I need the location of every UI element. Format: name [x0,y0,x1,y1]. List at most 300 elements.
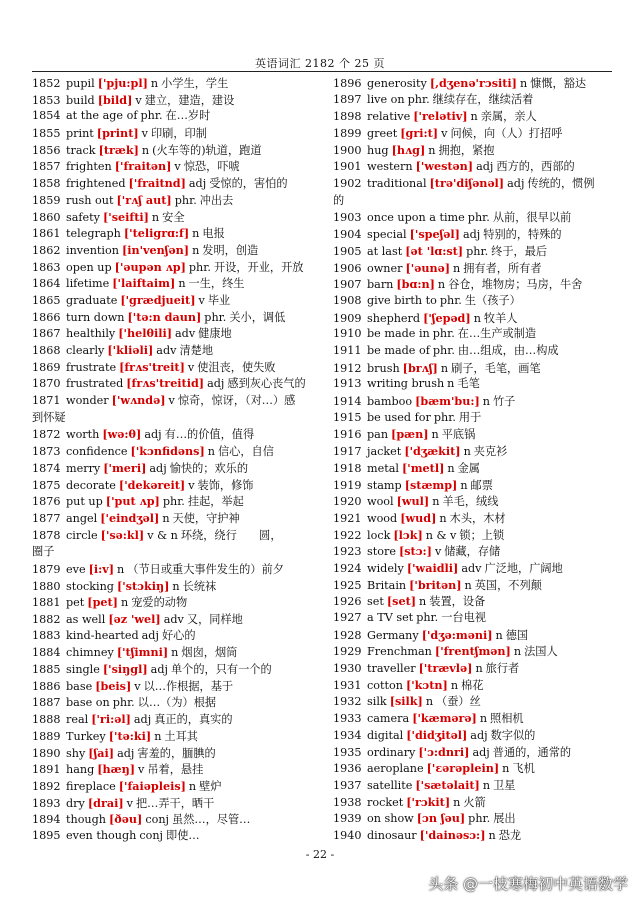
vocab-entry [32,527,322,561]
entry-number: 1880 [32,579,61,593]
entry-part-of-speech: v [441,127,448,141]
entry-phonetic: ['dekəreit] [118,477,186,492]
vocab-entry [333,810,623,827]
entry-part-of-speech: v [174,160,181,174]
entry-word: wood [367,511,398,525]
entry-number: 1896 [333,77,362,90]
entry-phonetic: [pet] [87,595,118,610]
entry-meaning: 锁；上锁 [459,528,505,542]
vocab-entry [333,627,623,644]
entry-meaning: 邮票 [470,478,493,492]
entry-phonetic: [frʌs'treit] [119,359,185,374]
vocab-entry [333,760,623,777]
entry-word: kind-hearted [66,628,139,642]
entry-phonetic: ['helθili] [118,326,172,341]
entry-meaning: 天使，守护神 [172,511,240,525]
entry-meaning: 问候，向（人）打招呼 [450,127,563,141]
entry-meaning: 开设，开业，开放 [213,260,304,274]
entry-meaning: 亲属，亲人 [480,110,537,124]
entry-word: decorate [66,478,116,492]
vocab-entry [32,225,322,242]
entry-part-of-speech: phr. [188,260,211,274]
entry-meaning: 烟囱，烟筒 [181,646,238,660]
entry-word: invention [66,243,119,257]
entry-phonetic: [in'venʃən] [121,242,190,257]
entry-number: 1871 [32,394,61,408]
entry-phonetic: ['rɔkit] [406,794,451,809]
entry-meaning: 装置，设备 [429,595,486,609]
entry-phonetic: ['meri] [103,460,147,475]
entry-meaning: 电报 [202,227,225,241]
entry-meaning-continued: 圈子 [32,545,55,559]
entry-part-of-speech: n [447,377,455,391]
entry-part-of-speech: adj [150,663,168,677]
entry-phonetic: [ɔn ʃəu] [416,811,466,826]
entry-part-of-speech: n [463,445,471,459]
entry-phonetic: ['metl] [401,460,445,475]
entry-part-of-speech: phr. [439,293,462,307]
entry-number: 1858 [32,177,61,191]
entry-meaning: 又，同样地 [186,613,243,627]
entry-word: dry [66,796,85,810]
entry-part-of-speech: n [473,311,481,325]
entry-part-of-speech: n [482,778,491,792]
entry-meaning: 长统袜 [182,579,217,593]
entry-word: circle [66,528,98,542]
entry-number: 1921 [333,511,362,525]
entry-word: build [66,93,95,107]
entry-part-of-speech: n [470,110,478,124]
entry-number: 1889 [32,729,61,743]
vocab-entry [333,777,623,794]
entry-meaning: 拥抱，紧抱 [438,143,495,157]
entry-number: 1918 [333,461,362,475]
vocab-entry [333,142,623,159]
entry-word: real [66,713,89,727]
entry-word: track [66,143,96,157]
entry-part-of-speech: phr. [432,327,455,341]
vocab-entry [333,493,623,510]
vocab-entry [333,243,623,260]
entry-meaning: 在…岁时 [165,109,211,123]
entry-part-of-speech: v [168,394,175,408]
entry-number: 1877 [32,511,61,525]
entry-part-of-speech: n [432,495,440,509]
entry-number: 1895 [32,829,61,842]
entry-phonetic: ['frentʃmən] [434,644,511,659]
vocab-entry [32,158,322,175]
entry-word: rocket [367,795,404,809]
entry-part-of-speech: v [188,478,195,492]
entry-word: metal [367,461,399,475]
entry-meaning: 继续存在，继续活着 [432,92,534,106]
entry-meaning: 小学生，学生 [161,77,229,90]
entry-part-of-speech: n [419,595,427,609]
entry-phonetic: ['teligrɑ:f] [123,226,190,241]
entry-word: open up [66,260,112,274]
entry-part-of-speech: adj [144,428,162,442]
entry-part-of-speech: phr. [466,244,489,258]
entry-word: lifetime [66,277,110,291]
entry-phonetic: [əz 'wel] [108,612,161,627]
entry-meaning: 健康地 [198,327,232,341]
entry-meaning: 羊毛，绒线 [442,495,499,509]
entry-number: 1936 [333,762,362,776]
entry-number: 1924 [333,561,362,575]
entry-number: 1940 [333,828,362,842]
entry-word: traditional [367,177,427,191]
entry-phonetic: [hʌg] [391,142,426,157]
entry-phonetic: ['trævlə] [418,661,473,676]
vocab-entry [333,527,623,544]
entry-part-of-speech: adj [476,160,494,174]
vocab-entry [32,342,322,359]
entry-part-of-speech: v [187,360,195,374]
entry-meaning: 环绕，绕行 圆， [180,528,282,542]
vocab-entry [32,661,322,678]
entry-word: worth [66,428,100,442]
entry-number: 1876 [32,495,61,509]
entry-meaning: 数字似的 [490,728,536,742]
entry-phonetic: ['pju:pl] [97,76,148,90]
entry-meaning: 受惊的，害怕的 [209,177,288,191]
entry-word: telegraph [66,227,121,241]
entry-phonetic: ['faiəpleis] [118,778,186,793]
vocab-entry [32,309,322,326]
entry-word: pan [367,428,389,442]
entry-number: 1867 [32,327,61,341]
entry-meaning: 从前，很早以前 [492,210,572,224]
header-rule [32,71,612,72]
entry-meaning: 照相机 [490,712,524,726]
entry-meaning: (火车等的)轨道，跑道 [152,143,262,157]
entry-number: 1913 [333,377,362,391]
entry-part-of-speech: adj [472,745,490,759]
entry-word: satellite [367,778,413,792]
entry-part-of-speech: n [519,77,528,90]
entry-meaning: 壁炉 [199,779,222,793]
entry-word: hug [367,143,389,157]
entry-part-of-speech: adv [156,344,177,357]
entry-part-of-speech: n [120,596,129,610]
entry-meaning: 虽然…，尽管… [172,813,251,827]
entry-part-of-speech: n [162,511,170,525]
entry-part-of-speech: n [188,779,197,793]
entry-part-of-speech: adj [507,177,525,191]
entry-number: 1884 [32,646,61,660]
vocab-entry [32,795,322,812]
entry-number: 1922 [333,528,362,542]
entry-part-of-speech: v [141,127,148,141]
entry-number: 1909 [333,311,362,325]
vocab-entry [333,693,623,710]
entry-number: 1891 [32,763,61,777]
entry-number: 1859 [32,193,61,207]
entry-word: greet [367,127,398,141]
entry-phonetic: ['put ʌp] [105,494,160,509]
entry-phonetic: [hæŋ] [97,762,136,777]
entry-number: 1868 [32,344,61,357]
vocab-entry [333,75,623,92]
entry-phonetic: [frʌs'treitid] [126,376,205,391]
entry-phonetic: ['kæmərə] [412,711,477,726]
entry-word: turn down [66,310,125,324]
entry-phonetic: ['fraitnd] [128,176,186,191]
entry-word: Britain [367,578,407,592]
entry-word: frighten [66,160,112,174]
entry-word: graduate [66,293,118,307]
vocab-entry [32,828,322,845]
vocab-entry [32,510,322,527]
entry-meaning: 毕业 [207,293,231,307]
left-column [32,75,322,845]
vocab-entry [333,360,623,377]
entry-meaning: 广泛地，广阔地 [484,561,563,575]
entry-word: chimney [66,646,114,660]
entry-part-of-speech: adj [149,461,167,475]
right-column [333,75,623,844]
entry-part-of-speech: n [488,828,496,842]
vocab-entry [32,359,322,376]
entry-meaning: 刷子，毛笔，画笔 [451,361,541,375]
entry-part-of-speech: n [192,227,200,241]
entry-word: healthily [66,327,116,341]
vocab-entry [32,695,322,712]
vocab-entry [32,728,322,745]
entry-number: 1900 [333,143,362,157]
entry-number: 1905 [333,244,362,258]
entry-word: rush out [66,193,114,207]
entry-number: 1923 [333,545,362,559]
entry-word: at last [367,244,403,258]
entry-number: 1865 [32,293,61,307]
entry-part-of-speech: phr. [416,611,439,625]
entry-number: 1892 [32,779,61,793]
vocab-entry [32,745,322,762]
vocab-entry [333,710,623,727]
entry-number: 1890 [32,746,61,760]
entry-meaning: 把…弄干，晒干 [135,796,215,810]
entry-part-of-speech: n [464,578,472,592]
entry-phonetic: [drai] [87,795,124,810]
entry-part-of-speech: n [460,478,468,492]
entry-number: 1902 [333,177,362,191]
entry-word: barn [367,278,394,292]
entry-part-of-speech: adj [117,746,135,760]
entry-word: give birth to [367,293,437,307]
entry-part-of-speech: adv [175,327,196,341]
entry-part-of-speech: n [154,729,162,743]
entry-number: 1904 [333,228,362,242]
vocab-entry [333,226,623,243]
entry-phonetic: [print] [96,126,139,141]
entry-meaning: 愉快的；欢乐的 [169,461,249,475]
entry-number: 1903 [333,210,362,224]
entry-word: digital [367,728,404,742]
vocab-entry [32,142,322,159]
entry-number: 1862 [32,243,61,257]
entry-meaning: 飞机 [512,762,535,776]
entry-phonetic: ['eindʒəl] [100,510,160,525]
vocab-entry [32,761,322,778]
entry-meaning: 西方的，西部的 [496,160,575,174]
entry-word: traveller [367,662,416,676]
entry-meaning: 棉花 [461,678,484,692]
entry-number: 1857 [32,160,61,174]
entry-word: hang [66,763,95,777]
entry-phonetic: ['əunə] [405,260,451,275]
entry-meaning: 发明，创造 [202,243,259,257]
entry-word: live on [367,92,405,106]
entry-number: 1910 [333,327,362,341]
entry-number: 1883 [32,628,61,642]
entry-meaning: 拥有者，所有者 [463,261,542,275]
vocab-entry [32,375,322,392]
entry-meaning: 印刷，印制 [150,127,207,141]
entry-word: confidence [66,445,128,459]
vocab-entry [32,493,322,510]
entry-part-of-speech: adj [133,713,152,727]
entry-word: shy [66,746,86,760]
entry-number: 1916 [333,428,362,442]
entry-word: frustrated [66,377,124,391]
entry-part-of-speech: phr. [468,812,491,826]
entry-phonetic: [bɑ:n] [396,277,435,292]
entry-meaning: 以…（为）根据 [137,695,217,709]
entry-number: 1881 [32,596,61,610]
entry-word: wonder [66,394,109,408]
entry-number: 1897 [333,92,362,106]
entry-number: 1885 [32,663,61,677]
page-header: 英语词汇 2182 个 25 页 [255,57,385,70]
entry-word: single [66,663,100,677]
entry-meaning: 惊奇，惊讶，（对…）感 [177,394,296,408]
entry-meaning: 冲出去 [199,193,234,207]
entry-part-of-speech: v [138,763,145,777]
entry-phonetic: ['waidli] [406,560,459,575]
entry-word: Frenchman [367,645,432,659]
vocab-entry [333,543,623,560]
vocab-entry [333,393,623,410]
vocab-entry [333,477,623,494]
vocab-entry [32,644,322,661]
entry-word: special [367,228,407,242]
entry-phonetic: [stæmp] [404,477,458,492]
entry-part-of-speech: n [475,662,483,676]
vocab-entry [333,108,623,125]
entry-part-of-speech: phr. [467,210,490,224]
entry-phonetic: ['rʌʃ aut] [116,192,172,207]
entry-word: wool [367,495,394,509]
entry-part-of-speech: adv [461,561,482,575]
entry-meaning: 吊着，悬挂 [147,763,204,777]
entry-number: 1908 [333,293,362,307]
entry-number: 1874 [32,461,61,475]
entry-meaning: （节日或重大事件发生的）前夕 [127,563,284,576]
vocab-entry [333,293,623,310]
entry-word: silk [367,695,387,709]
entry-number: 1879 [32,563,61,576]
entry-meaning: 一生，终生 [188,277,245,291]
entry-number: 1939 [333,812,362,826]
entry-number: 1860 [32,210,61,224]
entry-phonetic: ['kliəli] [107,343,154,357]
entry-phonetic: ['dainəsɔ:] [419,827,486,842]
entry-part-of-speech: phr. [204,310,227,324]
entry-number: 1932 [333,695,362,709]
entry-part-of-speech: n [440,361,449,375]
vocab-entry [333,376,623,393]
entry-part-of-speech: adj [462,228,481,242]
entry-phonetic: ['kɔtn] [405,677,448,692]
entry-phonetic: ['tə:ki] [108,728,152,743]
vocab-entry [333,560,623,577]
entry-phonetic: [lɔk] [393,527,423,542]
entry-meaning: 卫星 [493,778,516,792]
entry-number: 1911 [333,344,362,358]
vocab-entry [32,292,322,309]
vocab-entry [32,426,322,443]
vocab-entry [333,410,623,427]
entry-word: print [66,127,94,141]
entry-part-of-speech: adv [163,613,184,627]
entry-number: 1870 [32,377,61,391]
entry-word: dinosaur [367,828,417,842]
entry-meaning: 特别的，特殊的 [483,228,562,242]
entry-meaning: 金属 [457,461,480,475]
entry-part-of-speech: v [198,293,205,307]
entry-word: be used for [367,410,431,424]
entry-meaning: 安全 [162,210,185,224]
entry-word: lock [367,528,391,542]
entry-phonetic: [stɔ:] [398,544,432,559]
entry-number: 1934 [333,728,362,742]
entry-phonetic: ['tʃimni] [116,645,169,660]
entry-word: western [367,160,413,174]
entry-meaning: 关小，调低 [229,310,286,324]
vocab-entry [333,92,623,109]
entry-meaning: 木头，木材 [449,511,506,525]
entry-phonetic: ['sætəlait] [415,777,480,792]
vocab-entry [32,242,322,259]
entry-number: 1853 [32,93,61,107]
entry-phonetic: ['fraitən] [114,159,172,174]
entry-part-of-speech: n [482,395,490,409]
entry-word: widely [367,561,404,575]
entry-part-of-speech: n [453,261,461,275]
entry-phonetic: ['tə:n daun] [127,309,202,324]
entry-part-of-speech: phr. [407,92,430,106]
vocab-entry [333,610,623,627]
entry-phonetic: ['kɔnfidəns] [130,444,205,459]
entry-number: 1863 [32,260,61,274]
vocab-entry [333,577,623,594]
entry-number: 1915 [333,410,362,424]
entry-number: 1882 [32,613,61,627]
entry-phonetic: [ðəu] [109,812,143,827]
entry-word: base [66,679,93,693]
entry-word: writing brush [367,377,445,391]
entry-word: though [66,813,107,827]
entry-phonetic: ['stɔkiŋ] [116,578,170,593]
entry-phonetic: [set] [386,594,417,609]
entry-number: 1927 [333,611,362,625]
vocab-entry [333,727,623,744]
entry-meaning: 德国 [505,628,529,642]
entry-part-of-speech: phr. [432,344,455,358]
entry-number: 1938 [333,795,362,809]
entry-part-of-speech: n [117,563,125,576]
